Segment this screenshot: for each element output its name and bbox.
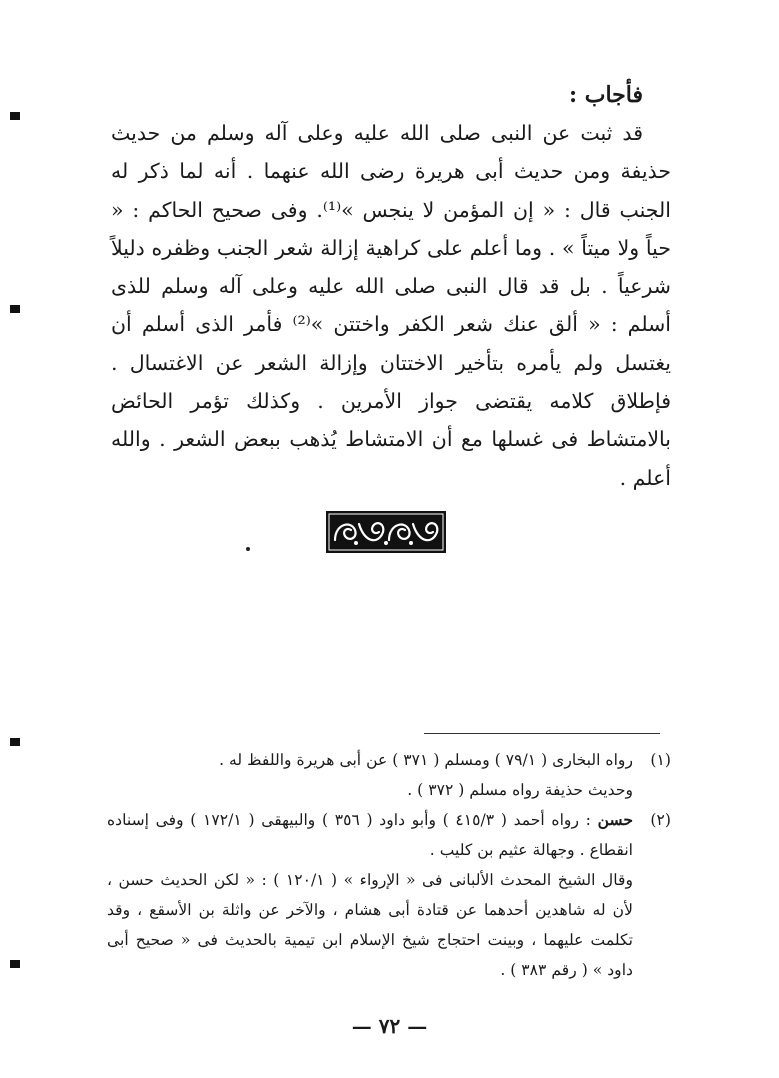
- margin-mark: [10, 305, 20, 313]
- answer-heading: فأجاب :: [568, 82, 643, 108]
- margin-mark: [10, 960, 20, 968]
- footnote-line: وحديث حذيفة رواه مسلم ( ٣٧٢ ) .: [407, 781, 633, 799]
- footnote-body: [107, 805, 633, 985]
- stray-dot: [246, 547, 250, 551]
- footnote-line: وقال الشيخ المحدث الألبانى فى « الإرواء » ( ١٢٠/١ ) : « لكن الحديث حسن ، لأن له شاهدين أحدهما عن قتادة أبى هشام ، والآخر عن واثلة بن الأسقع ، وقد تكلمت عليهما ، وبينت احتجاج شيخ الإسلام ابن تيمية بالحديث فى « صحيح أبى داود » ( رقم ٣٨٣ ) .: [107, 871, 634, 979]
- margin-mark: [10, 112, 20, 120]
- main-text: [111, 114, 671, 497]
- main-paragraph: قد ثبت عن النبى صلى الله عليه وعلى آله وسلم من حديث حذيفة ومن حديث أبى هريرة رضى الله عنهما . أنه لما ذكر له الجنب قال : « إن المؤمن لا ينجس »⁽¹⁾. وفى صحيح الحاكم : « حياً ولا ميتاً » . وما أعلم على كراهية إزالة شعر الجنب وظفره دليلاً شرعياً . بل قد قال النبى صلى الله عليه وعلى آله وسلم للذى أسلم : « ألق عنك شعر الكفر واختتن »⁽²⁾ فأمر الذى أسلم أن يغتسل ولم يأمره بتأخير الاختتان وإزالة الشعر عن الاغتسال . فإطلاق كلامه يقتضى جواز الأمرين . وكذلك تؤمر الحائض بالامتشاط فى غسلها مع أن الامتشاط يُذهب ببعض الشعر . والله أعلم .: [111, 121, 671, 490]
- footnote-number: (١): [650, 751, 671, 769]
- footnote-body: [107, 745, 633, 805]
- arabesque-ornament-icon: [325, 510, 447, 554]
- footnote-grade: حسن: [597, 810, 634, 829]
- footnote-line-text: : رواه أحمد ( ٤١٥/٣ ) وأبو داود ( ٣٥٦ ) والبيهقى ( ١٧٢/١ ) وفى إسناده انقطاع . وجهالة عثيم بن كليب .: [107, 811, 633, 859]
- footnote-1: [107, 745, 671, 805]
- footnote-separator: [424, 733, 660, 734]
- footnote-2: [107, 805, 671, 985]
- page-number: — ٧٢ —: [351, 1014, 428, 1038]
- footnote-line: رواه البخارى ( ٧٩/١ ) ومسلم ( ٣٧١ ) عن أبى هريرة واللفظ له .: [219, 751, 633, 769]
- footnote-line: [107, 805, 633, 865]
- margin-mark: [10, 738, 20, 746]
- footnotes: [107, 745, 671, 985]
- footnote-number: (٢): [650, 811, 671, 829]
